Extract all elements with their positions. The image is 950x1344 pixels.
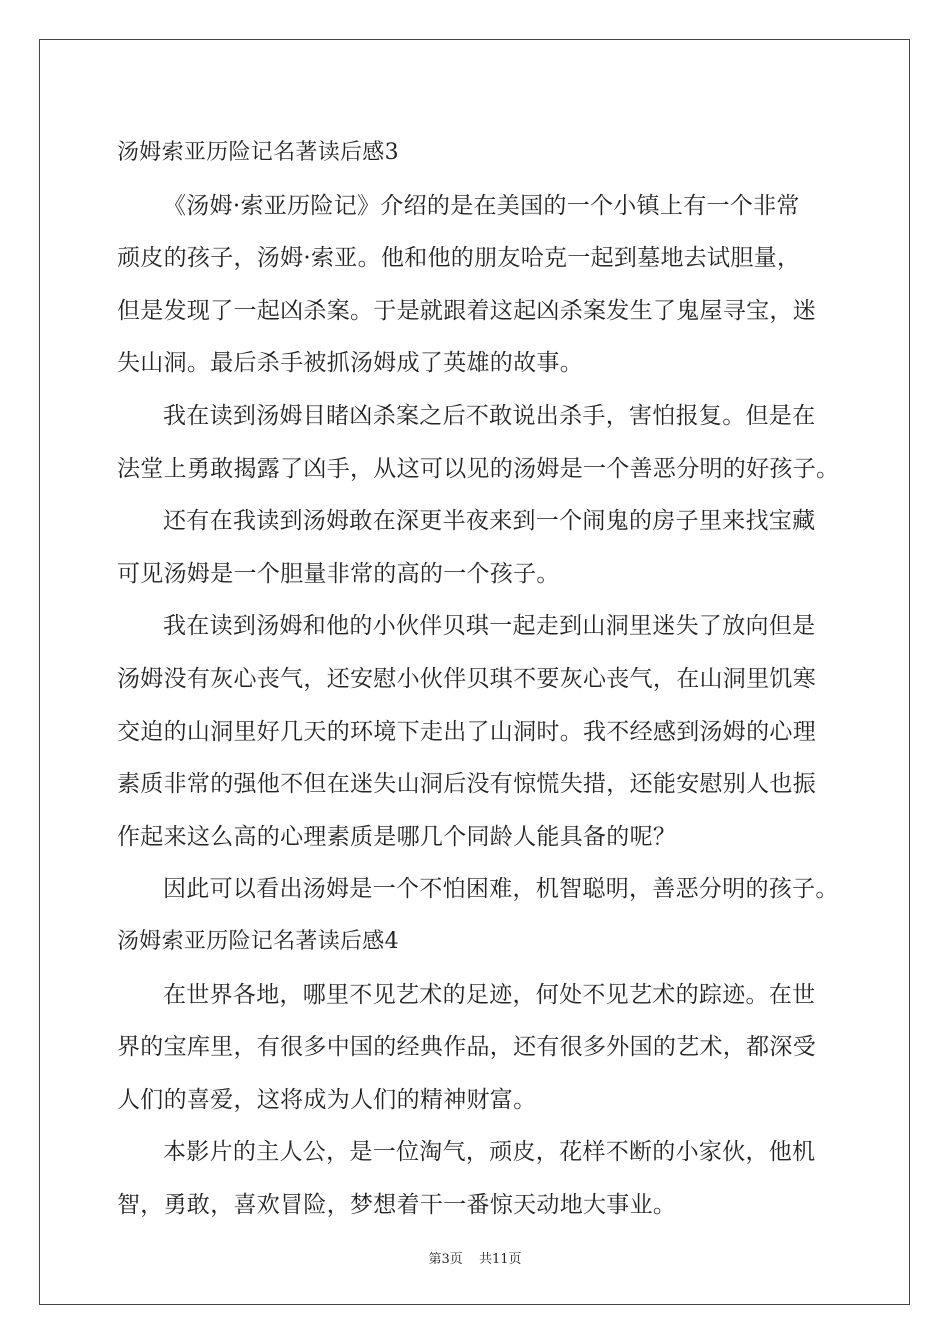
text-line: 汤姆没有灰心丧气，还安慰小伙伴贝琪不要灰心丧气，在山洞里饥寒 xyxy=(117,665,816,692)
text-line: 还有在我读到汤姆敢在深更半夜来到一个闹鬼的房子里来找宝藏 xyxy=(163,508,816,535)
text-line: 交迫的山洞里好几天的环境下走出了山洞时。我不经感到汤姆的心理 xyxy=(117,718,816,745)
text-line: 失山洞。最后杀手被抓汤姆成了英雄的故事。 xyxy=(117,350,583,377)
text-line: 智，勇敢，喜欢冒险，梦想着干一番惊天动地大事业。 xyxy=(117,1191,677,1218)
text-line: 法堂上勇敢揭露了凶手，从这可以见的汤姆是一个善恶分明的好孩子。 xyxy=(117,455,840,482)
text-line: 作起来这么高的心理素质是哪几个同龄人能具备的呢？ xyxy=(117,823,677,850)
text-line: 顽皮的孩子，汤姆·索亚。他和他的朋友哈克一起到墓地去试胆量， xyxy=(117,245,801,272)
text-line: 可见汤姆是一个胆量非常的高的一个孩子。 xyxy=(117,560,560,587)
document-body xyxy=(117,127,840,1231)
text-line: 在世界各地，哪里不见艺术的足迹，何处不见艺术的踪迹。在世 xyxy=(163,981,816,1008)
section-heading: 汤姆索亚历险记名著读后感4 xyxy=(117,928,399,954)
text-line: 但是发现了一起凶杀案。于是就跟着这起凶杀案发生了鬼屋寻宝，迷 xyxy=(117,297,816,324)
text-line: 我在读到汤姆和他的小伙伴贝琪一起走到山洞里迷失了放向但是 xyxy=(163,613,816,640)
page-total: 共11页 xyxy=(478,1252,522,1267)
text-line: 人们的喜爱，这将成为人们的精神财富。 xyxy=(117,1086,537,1113)
text-line: 《汤姆·索亚历险记》介绍的是在美国的一个小镇上有一个非常 xyxy=(163,192,800,219)
text-line: 素质非常的强他不但在迷失山洞后没有惊慌失措，还能安慰别人也振 xyxy=(117,771,816,798)
page-footer xyxy=(0,1248,950,1267)
text-line: 本影片的主人公，是一位淘气，顽皮，花样不断的小家伙，他机 xyxy=(163,1139,816,1166)
text-line: 界的宝库里，有很多中国的经典作品，还有很多外国的艺术，都深受 xyxy=(117,1034,816,1061)
text-line: 我在读到汤姆目睹凶杀案之后不敢说出杀手，害怕报复。但是在 xyxy=(163,402,816,429)
page-number: 第3页 xyxy=(428,1252,463,1267)
text-line: 因此可以看出汤姆是一个不怕困难，机智聪明，善恶分明的孩子。 xyxy=(163,876,839,903)
section-heading: 汤姆索亚历险记名著读后感3 xyxy=(117,140,399,165)
